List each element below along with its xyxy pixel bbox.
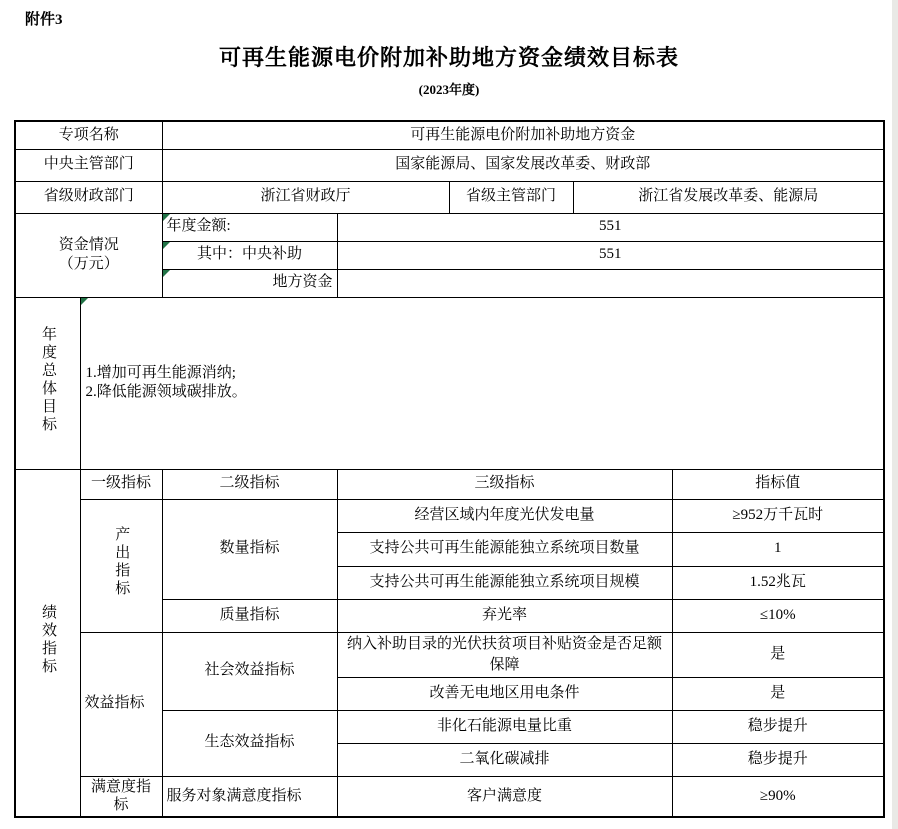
- excel-flag-triangle-icon: [163, 214, 170, 221]
- indicators-label-cell: [15, 469, 80, 817]
- provincial-dept-value-cell: 浙江省发展改革委、能源局: [573, 181, 884, 213]
- indicator-name-cell: 改善无电地区用电条件: [337, 677, 672, 710]
- table-row: [15, 297, 884, 469]
- funds-label-cell: [15, 213, 162, 297]
- annual-goal-content-cell: [80, 297, 884, 469]
- indicator-value-cell: 是: [672, 677, 884, 710]
- excel-flag-triangle-icon: [81, 298, 88, 305]
- excel-flag-triangle-icon: [163, 242, 170, 249]
- table-row: [15, 149, 884, 181]
- table-row: [15, 469, 884, 499]
- indicator-value-cell: ≥952万千瓦时: [672, 499, 884, 532]
- project-name-value-cell: 可再生能源电价附加补助地方资金: [162, 121, 884, 149]
- indicator-value-cell: 1.52兆瓦: [672, 566, 884, 599]
- indicators-label: 绩效指标: [40, 603, 56, 676]
- level2-social-cell: 社会效益指标: [162, 632, 337, 710]
- annual-goal-label-cell: [15, 297, 80, 469]
- funds-row-name: 年度金额:: [162, 213, 337, 241]
- annual-goal-label: 年度总体目标: [40, 325, 56, 434]
- funds-label-line2: （万元）: [58, 256, 119, 272]
- indicator-name-cell: 支持公共可再生能源能独立系统项目规模: [337, 566, 672, 599]
- level1-satisfaction-cell: 满意度指标: [80, 776, 162, 817]
- scan-edge-artifact: [892, 0, 898, 829]
- provincial-dept-label-cell: 省级主管部门: [449, 181, 573, 213]
- table-row: [15, 499, 884, 532]
- level2-quality-cell: 质量指标: [162, 599, 337, 632]
- indicator-name-cell: 客户满意度: [337, 776, 672, 817]
- level1-output-cell: 产出指标: [80, 499, 162, 632]
- level2-eco-cell: 生态效益指标: [162, 710, 337, 776]
- funds-row-value: 551: [337, 213, 884, 241]
- funds-label-line1: 资金情况: [58, 236, 119, 253]
- indicator-value-cell: ≤10%: [672, 599, 884, 632]
- table-row: [15, 632, 884, 677]
- indicator-name-cell: 二氧化碳减排: [337, 743, 672, 776]
- funds-row-value: [337, 269, 884, 297]
- indicator-name-cell: 弃光率: [337, 599, 672, 632]
- indicator-value-cell: 1: [672, 532, 884, 566]
- project-name-label-cell: 专项名称: [15, 121, 162, 149]
- central-dept-label-cell: 中央主管部门: [15, 149, 162, 181]
- page-subtitle: (2023年度): [418, 82, 480, 97]
- header-value-cell: 指标值: [672, 469, 884, 499]
- provincial-finance-label-cell: 省级财政部门: [15, 181, 162, 213]
- indicator-name-cell: 非化石能源电量比重: [337, 710, 672, 743]
- table-row: [15, 213, 884, 241]
- table-row: [15, 121, 884, 149]
- performance-target-table: [14, 120, 885, 818]
- header-level3-cell: 三级指标: [337, 469, 672, 499]
- indicator-value-cell: 是: [672, 632, 884, 677]
- indicator-value-cell: 稳步提升: [672, 710, 884, 743]
- page-title: 可再生能源电价附加补助地方资金绩效目标表: [218, 45, 679, 70]
- excel-flag-triangle-icon: [163, 270, 170, 277]
- annual-goal-line1: 1.增加可再生能源消纳;: [85, 365, 236, 382]
- indicator-name-cell: 支持公共可再生能源能独立系统项目数量: [337, 532, 672, 566]
- table-row: [15, 776, 884, 817]
- indicator-name-cell: 经营区域内年度光伏发电量: [337, 499, 672, 532]
- attachment-label: 附件3: [25, 12, 63, 28]
- indicator-value-cell: 稳步提升: [672, 743, 884, 776]
- level2-quantity-cell: 数量指标: [162, 499, 337, 599]
- level1-benefit-cell: 效益指标: [80, 632, 162, 776]
- funds-row-name: 地方资金: [162, 269, 337, 297]
- table-row: [15, 181, 884, 213]
- funds-row-value: 551: [337, 241, 884, 269]
- header-level1-cell: 一级指标: [80, 469, 162, 499]
- header-level2-cell: 二级指标: [162, 469, 337, 499]
- provincial-finance-value-cell: 浙江省财政厅: [162, 181, 449, 213]
- funds-row-name: 其中：中央补助: [162, 241, 337, 269]
- indicator-value-cell: ≥90%: [672, 776, 884, 817]
- level2-service-cell: 服务对象满意度指标: [162, 776, 337, 817]
- central-dept-value-cell: 国家能源局、国家发展改革委、财政部: [162, 149, 884, 181]
- indicator-name-cell: 纳入补助目录的光伏扶贫项目补贴资金是否足额保障: [337, 632, 672, 677]
- annual-goal-line2: 2.降低能源领域碳排放。: [85, 384, 247, 400]
